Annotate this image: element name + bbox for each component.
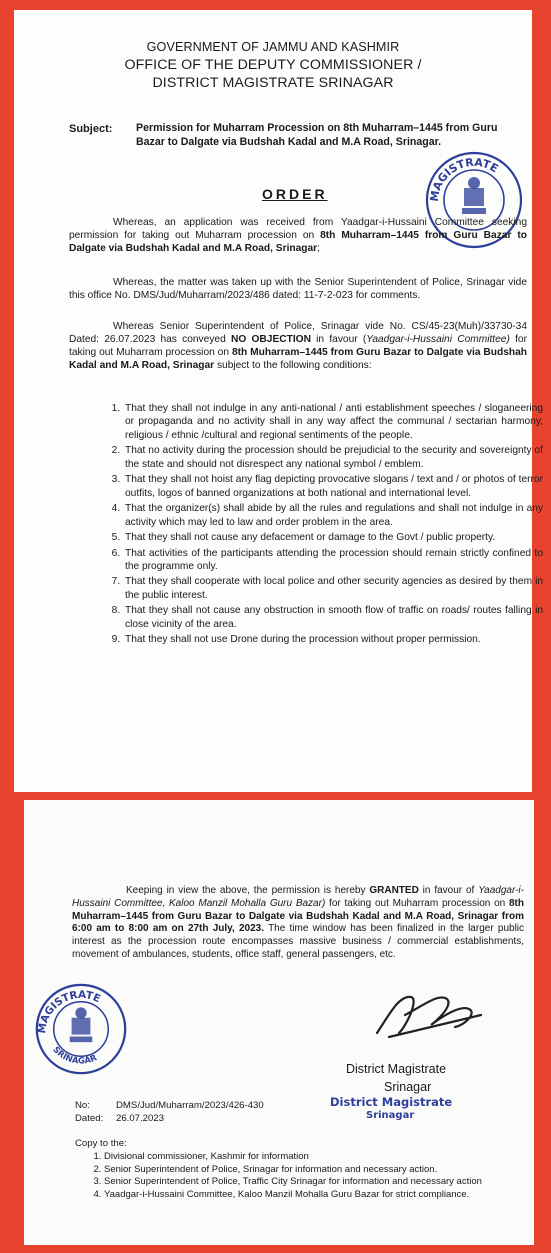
order-page-1 bbox=[14, 10, 543, 792]
header-line-1: GOVERNMENT OF JAMMU AND KASHMIR bbox=[146, 40, 400, 54]
seal-top-text: MAGISTRATE bbox=[36, 988, 103, 1035]
header-line-2: OFFICE OF THE DEPUTY COMMISSIONER / bbox=[124, 57, 422, 73]
condition-item: 5. That they shall not cause any defacement or damage to the Govt / public property. bbox=[123, 531, 543, 544]
copy-to-item: 4. Yaadgar-i-Hussaini Committee, Kaloo Manzil Mohalla Guru Bazar for strict compliance. bbox=[104, 1189, 534, 1201]
paragraph-permission-granted: Keeping in view the above, the permission is hereby GRANTED in favour of Yaadgar-i-Hussaini Committee, Kaloo Manzil Mohalla Guru Bazar) for taking out Muharram procession on 8th Muharram–1445 from Guru Bazar to Dalgate via Budshah Kadal and M.A Road, Srinagar from 6:00 am to 8:00 am on 27th July, 2023. The time window has been finalized in the larger public interest as the procession route encompasses massive business / commercial establishments, movement of ambulances, students, office staff, general passengers, etc. bbox=[72, 885, 525, 960]
subject-label: Subject: bbox=[69, 123, 113, 135]
conditions-list bbox=[104, 402, 543, 649]
signature-icon bbox=[369, 985, 489, 1045]
signatory-place: Srinagar bbox=[384, 1080, 432, 1094]
ref-no-value: DMS/Jud/Muharram/2023/426-430 bbox=[116, 1100, 264, 1111]
order-title: ORDER bbox=[262, 186, 328, 202]
paragraph-application: Whereas, an application was received from Yaadgar-i-Hussaini Committee seeking permission for taking out Muharram procession on 8th Muharram–1445 from Guru Bazar to Dalgate via Budshah Kadal and M.A Road, Srinagar; bbox=[69, 217, 527, 255]
condition-item: 8. That they shall not cause any obstruction in smooth flow of traffic on roads/ routes falling in close vicinity of the area. bbox=[123, 604, 543, 631]
copy-to-item: 2. Senior Superintendent of Police, Srinagar for information and necessary action. bbox=[104, 1164, 534, 1176]
condition-item: 4. That the organizer(s) shall abide by all the rules and regulations and shall not indulge in any activity which may led to law and order problem in the area. bbox=[123, 502, 543, 529]
condition-item: 7. That they shall cooperate with local police and other security agencies as desired by them in the public interest. bbox=[123, 575, 543, 602]
condition-item: 6. That activities of the participants attending the procession should remain strictly confined to the programme only. bbox=[123, 547, 543, 574]
header-line-3: DISTRICT MAGISTRATE SRINAGAR bbox=[152, 75, 394, 91]
seal-bottom-text: SRINAGAR bbox=[51, 1044, 99, 1066]
condition-item: 3. That they shall not hoist any flag depicting provocative slogans / text and / or photos of terror outfits, logos of banned organizations at both national and international level. bbox=[123, 473, 543, 500]
copy-to-item: 3. Senior Superintendent of Police, Traffic City Srinagar for information and necessary action bbox=[104, 1176, 534, 1188]
condition-item: 1. That they shall not indulge in any anti-national / anti establishment speeches / sloganeering or propaganda and no activity shall in any way affect the communal / sectarian harmony, religious / ethnic /cultural and regional sentiments of the people. bbox=[123, 402, 543, 442]
order-page-2 bbox=[24, 800, 534, 1245]
designation-stamp-line-1: District Magistrate bbox=[330, 1095, 453, 1109]
ref-date-label: Dated: bbox=[75, 1113, 104, 1124]
ref-date-value: 26.07.2023 bbox=[116, 1113, 165, 1124]
signatory-title: District Magistrate bbox=[346, 1062, 447, 1076]
svg-text:SRINAGAR bbox=[51, 1044, 98, 1065]
ref-no-label: No: bbox=[75, 1100, 90, 1111]
svg-text:MAGISTRATE bbox=[36, 989, 102, 1034]
subject-text: Permission for Muharram Procession on 8th Muharram–1445 from Guru Bazar to Dalgate via Budshah Kadal and M.A Road, Srinagar. bbox=[136, 122, 498, 148]
condition-item: 9. That they shall not use Drone during the procession without proper permission. bbox=[123, 633, 543, 646]
copy-to-list bbox=[88, 1151, 534, 1201]
condition-item: 2. That no activity during the procession should be prejudicial to the security and sovereignty of the state and should not disrespect any national symbol / emblem. bbox=[123, 444, 543, 471]
magistrate-seal-icon bbox=[34, 982, 128, 1076]
paragraph-no-objection: Whereas Senior Superintendent of Police, Srinagar vide No. CS/45-23(Muh)/33730-34 Dated: 26.07.2023 has conveyed NO OBJECTION in favour (Yaadgar-i-Hussaini Committee) for taking out Muharram procession on 8th Muharram–1445 from Guru Bazar to Dalgate via Budshah Kadal and M.A Road, Srinagar subject to the following conditions: bbox=[69, 321, 527, 372]
seal-top-text: MAGISTRATE bbox=[427, 155, 501, 203]
paragraph-ssp-reference: Whereas, the matter was taken up with the Senior Superintendent of Police, Srinagar vide this office No. DMS/Jud/Muharram/2023/486 dated: 11-7-2-023 for comments. bbox=[69, 277, 527, 302]
copy-to-item: 1. Divisional commissioner, Kashmir for information bbox=[104, 1151, 534, 1163]
designation-stamp-line-2: Srinagar bbox=[366, 1110, 415, 1121]
copy-to-label: Copy to the: bbox=[75, 1138, 127, 1149]
